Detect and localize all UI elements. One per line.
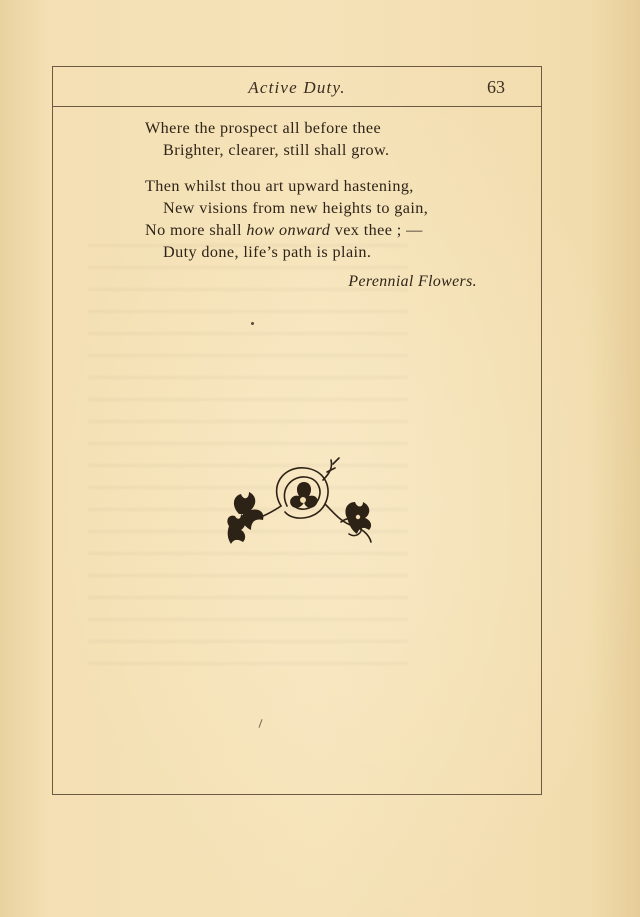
running-title: Active Duty. [248, 78, 346, 97]
ink-speck [251, 322, 254, 325]
emphasized-phrase: how onward [246, 221, 331, 239]
ink-mark [258, 719, 262, 728]
poem [145, 117, 540, 263]
poem-line: Where the prospect all before thee [145, 119, 382, 137]
poem-line [145, 219, 540, 241]
poem-line-end: vex thee ; — [330, 221, 423, 239]
poem-line: Brighter, clearer, still shall grow. [163, 141, 390, 159]
header-rule [53, 106, 541, 107]
poem-line-start: No more shall [145, 221, 247, 239]
floral-tailpiece-icon [221, 456, 381, 548]
stanza-2 [145, 175, 540, 263]
stanza-1 [145, 117, 540, 161]
attribution: Perennial Flowers. [348, 273, 477, 290]
poem-line: New visions from new heights to gain, [163, 199, 429, 217]
poem-line: Duty done, life’s path is plain. [163, 243, 372, 261]
page-header [53, 67, 541, 107]
page-number: 63 [487, 77, 505, 97]
page-frame [52, 66, 542, 795]
poem-line: Then whilst thou art upward hastening, [145, 177, 414, 195]
